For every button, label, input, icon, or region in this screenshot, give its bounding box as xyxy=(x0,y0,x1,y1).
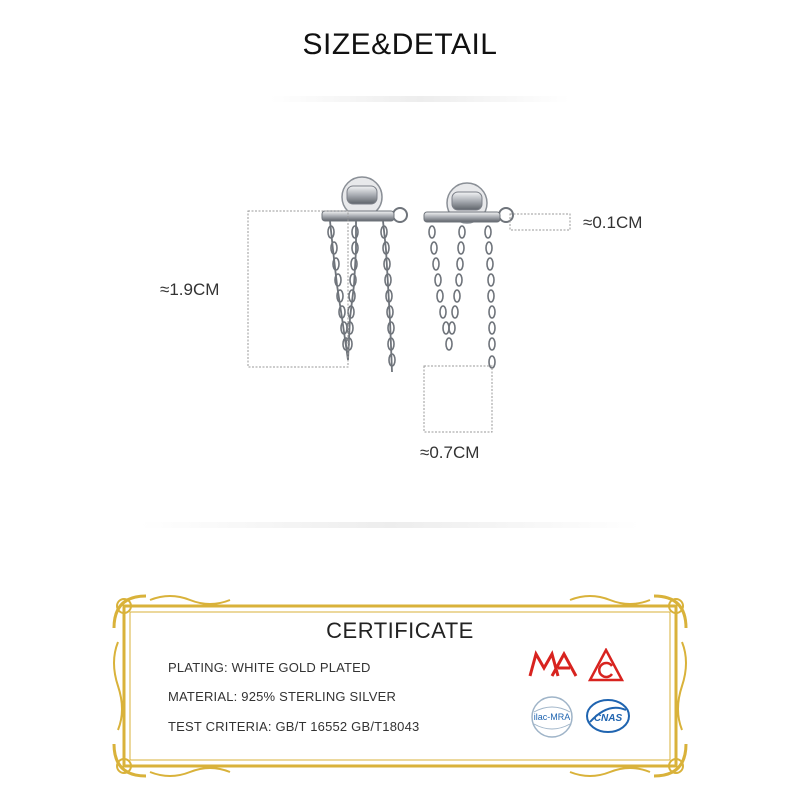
material-text: MATERIAL: 925% STERLING SILVER xyxy=(168,689,397,704)
left-earring xyxy=(322,177,407,372)
ilac-mra-logo-icon xyxy=(526,694,578,740)
cal-logo-icon xyxy=(588,648,624,682)
thickness-dimension-label: ≈0.1CM xyxy=(583,213,643,232)
right-earring xyxy=(424,183,513,368)
test-criteria-text: TEST CRITERIA: GB/T 16552 GB/T18043 xyxy=(168,719,420,734)
plating-text: PLATING: WHITE GOLD PLATED xyxy=(168,660,371,675)
length-dimension-label: ≈1.9CM xyxy=(160,280,220,299)
width-dimension-label: ≈0.7CM xyxy=(420,443,480,462)
dimension-guides xyxy=(248,211,570,432)
cma-logo-icon xyxy=(528,650,578,680)
certificate-title: CERTIFICATE xyxy=(326,618,474,643)
cnas-logo-icon xyxy=(584,696,632,736)
svg-text:ilac-MRA: ilac-MRA xyxy=(533,712,571,722)
divider-bottom xyxy=(140,522,640,528)
svg-text:CNAS: CNAS xyxy=(593,713,623,724)
page-title: SIZE&DETAIL xyxy=(302,28,498,61)
certificate-panel xyxy=(110,592,690,780)
